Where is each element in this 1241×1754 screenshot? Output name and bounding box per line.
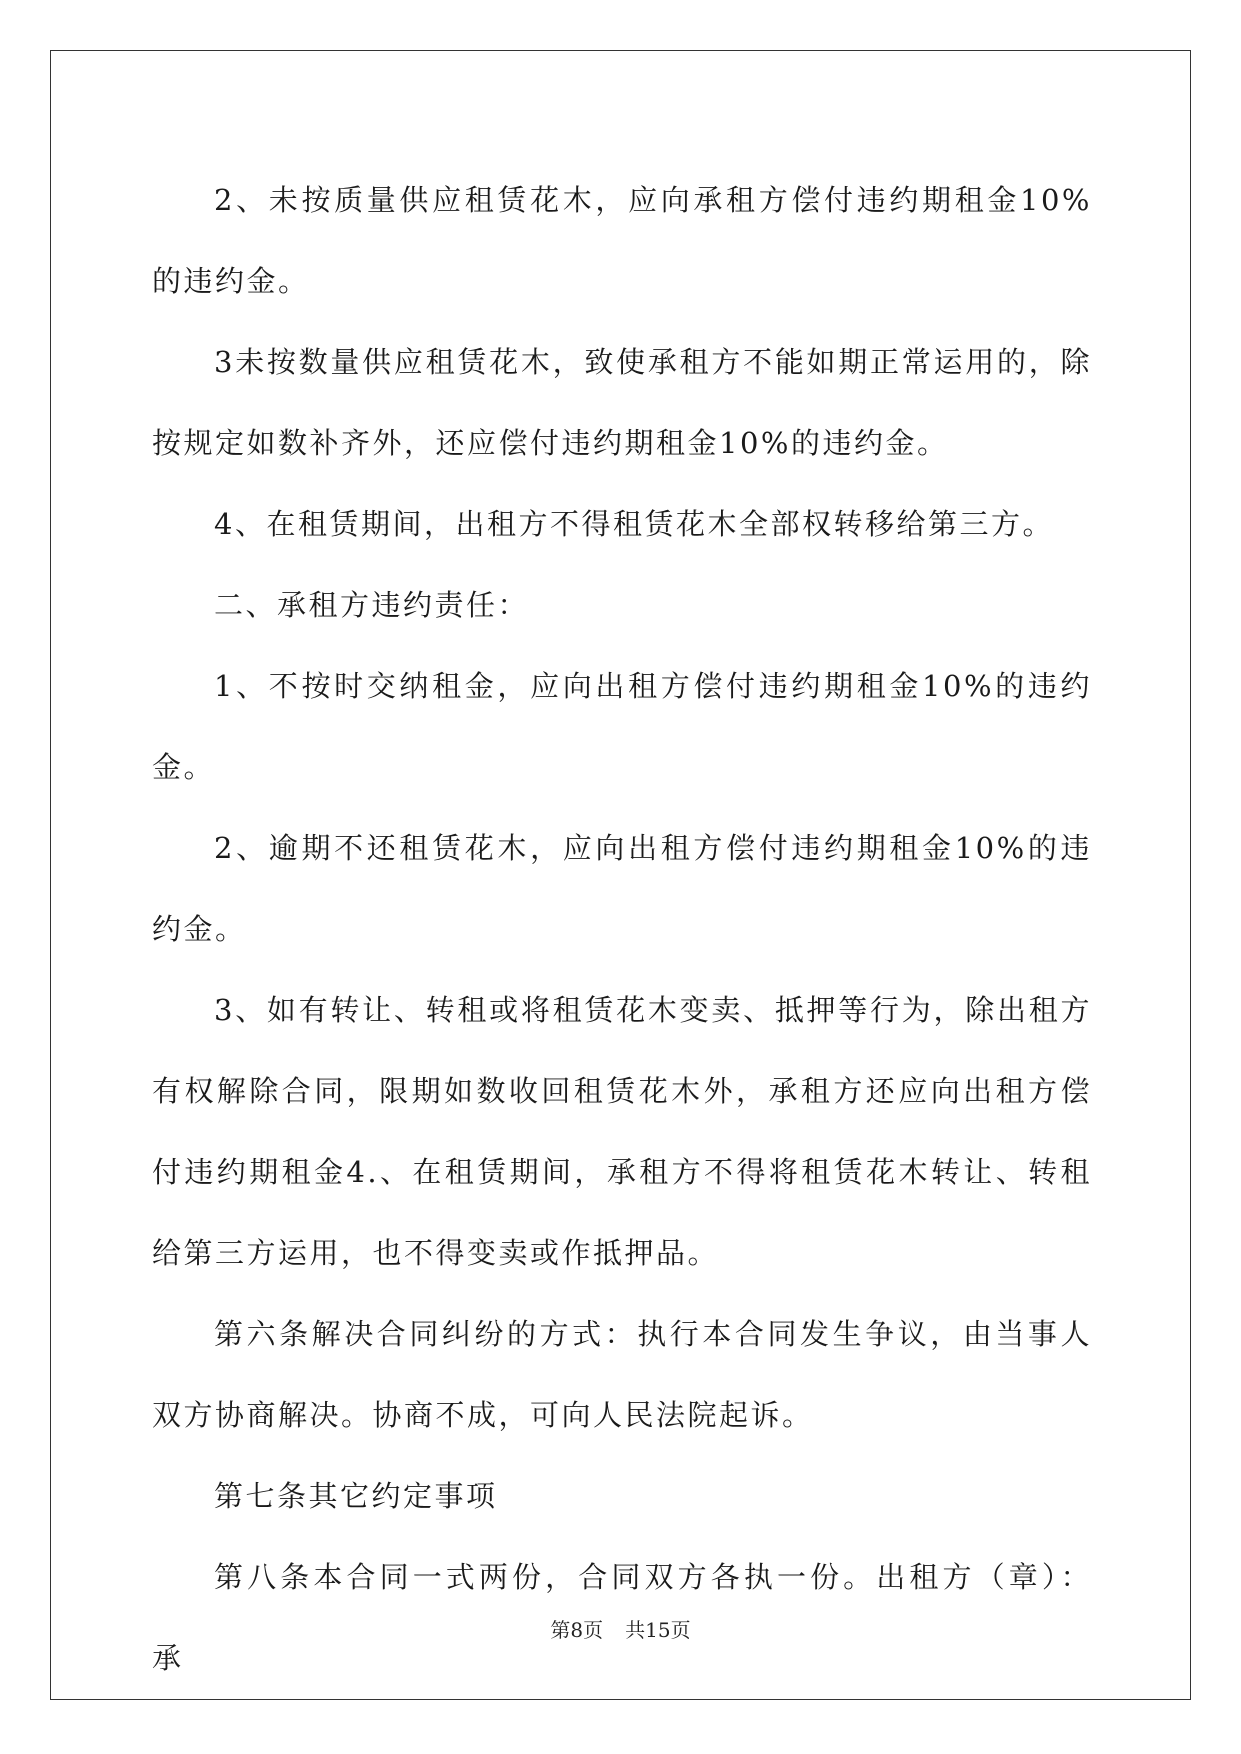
page-total: 共15页 <box>625 1618 691 1642</box>
paragraph: 4、在租赁期间，出租方不得租赁花木全部权转移给第三方。 <box>214 507 1054 541</box>
paragraph: 第八条本合同一式两份，合同双方各执一份。出租方（章）： 承 <box>152 1560 1092 1675</box>
document-body <box>152 160 1092 1699</box>
paragraph: 1、不按时交纳租金，应向出租方偿付违约期租金10%的违约金。 <box>152 669 1092 784</box>
paragraph: 第六条解决合同纠纷的方式：执行本合同发生争议，由当事人双方协商解决。协商不成，可向人民法院起诉。 <box>152 1317 1092 1432</box>
page-footer <box>0 1618 1241 1642</box>
paragraph: 2、逾期不还租赁花木，应向出租方偿付违约期租金10%的违约金。 <box>152 831 1092 946</box>
paragraph: 2、未按质量供应租赁花木，应向承租方偿付违约期租金10%的违约金。 <box>152 183 1092 298</box>
paragraph: 第七条其它约定事项 <box>214 1479 498 1513</box>
paragraph: 3未按数量供应租赁花木，致使承租方不能如期正常运用的，除按规定如数补齐外，还应偿付违约期租金10%的违约金。 <box>152 345 1092 460</box>
page-number: 第8页 <box>550 1618 604 1642</box>
paragraph: 3、如有转让、转租或将租赁花木变卖、抵押等行为，除出租方有权解除合同，限期如数收回租赁花木外，承租方还应向出租方偿付违约期租金4.、在租赁期间，承租方不得将租赁花木转让、转租给第三方运用，也不得变卖或作抵押品。 <box>152 993 1092 1270</box>
paragraph: 二、承租方违约责任： <box>214 588 530 622</box>
